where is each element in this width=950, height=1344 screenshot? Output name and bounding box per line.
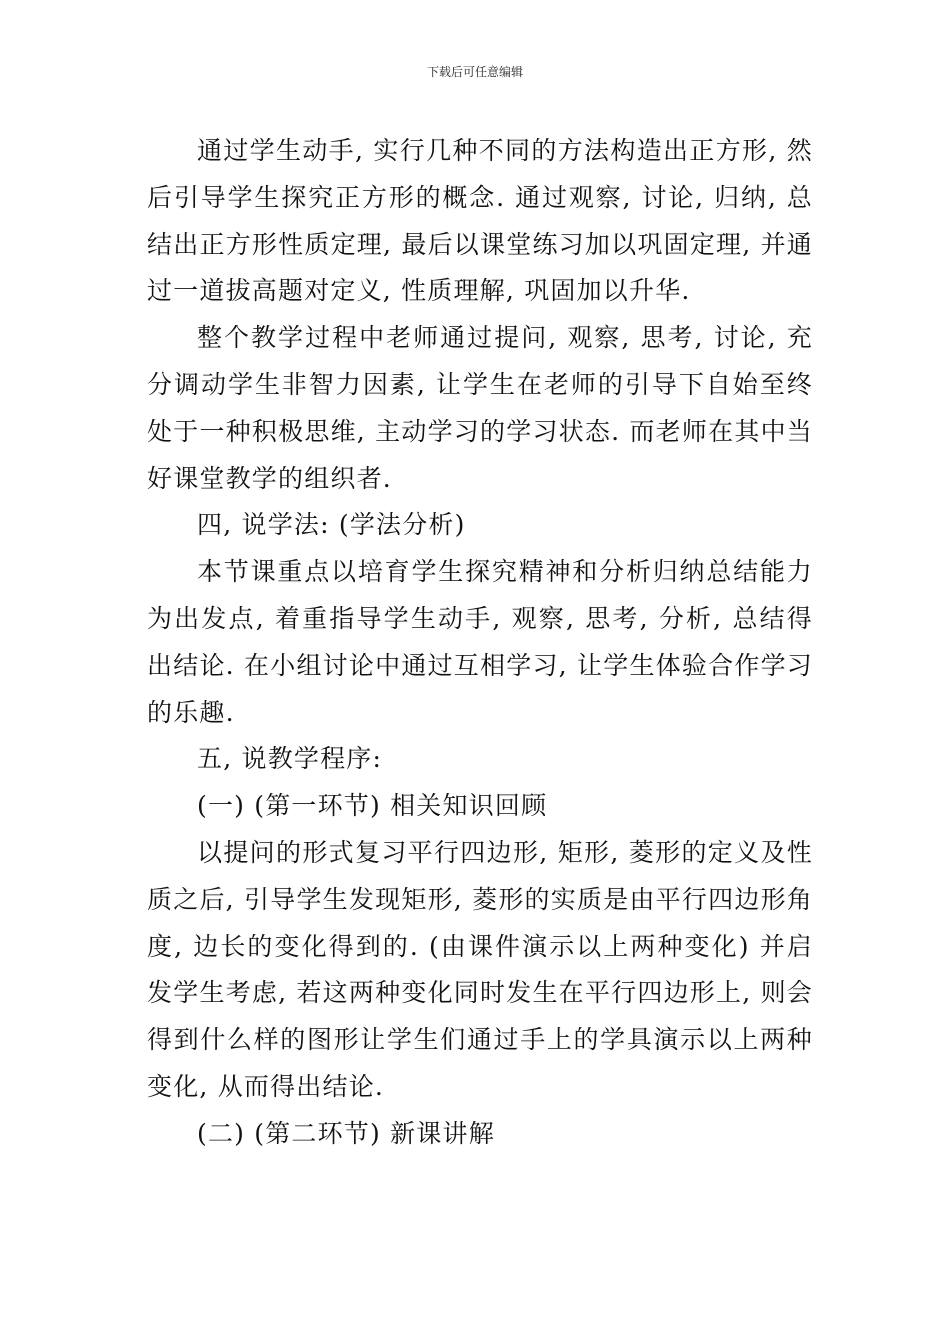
page-header: 下载后可任意编辑 bbox=[426, 65, 523, 79]
subheading-step-one: (一) (第一环节) 相关知识回顾 bbox=[197, 791, 548, 821]
heading-teaching-procedure: 五, 说教学程序: bbox=[197, 744, 383, 774]
paragraph-teaching-process: 整个教学过程中老师通过提问, 观察, 思考, 讨论, 充分调动学生非智力因素, 让学生在老师的引导下自始至终处于一种积极思维, 主动学习的学习状态. 而老师在其中当好课堂教学的组织者. bbox=[147, 323, 813, 493]
subheading-step-two: (二) (第二环节) 新课讲解 bbox=[197, 1118, 495, 1148]
document-body bbox=[147, 128, 813, 1158]
heading-study-method: 四, 说学法: (学法分析) bbox=[197, 510, 466, 540]
paragraph-step-one: 以提问的形式复习平行四边形, 矩形, 菱形的定义及性质之后, 引导学生发现矩形, 菱形的实质是由平行四边形角度, 边长的变化得到的. (由课件演示以上两种变化) 并启发学生考虑, 若这两种变化同时发生在平行四边形上, 则会得到什么样的图形让学生们通过手上的学具演示以上两种变化, 从而得出结论. bbox=[147, 837, 813, 1101]
paragraph-study-method: 本节课重点以培育学生探究精神和分析归纳总结能力为出发点, 着重指导学生动手, 观察, 思考, 分析, 总结得出结论. 在小组讨论中通过互相学习, 让学生体验合作学习的乐趣. bbox=[147, 557, 813, 727]
paragraph-method-overview: 通过学生动手, 实行几种不同的方法构造出正方形, 然后引导学生探究正方形的概念. 通过观察, 讨论, 归纳, 总结出正方形性质定理, 最后以课堂练习加以巩固定理, 并通过一道拔高题对定义, 性质理解, 巩固加以升华. bbox=[147, 136, 813, 306]
